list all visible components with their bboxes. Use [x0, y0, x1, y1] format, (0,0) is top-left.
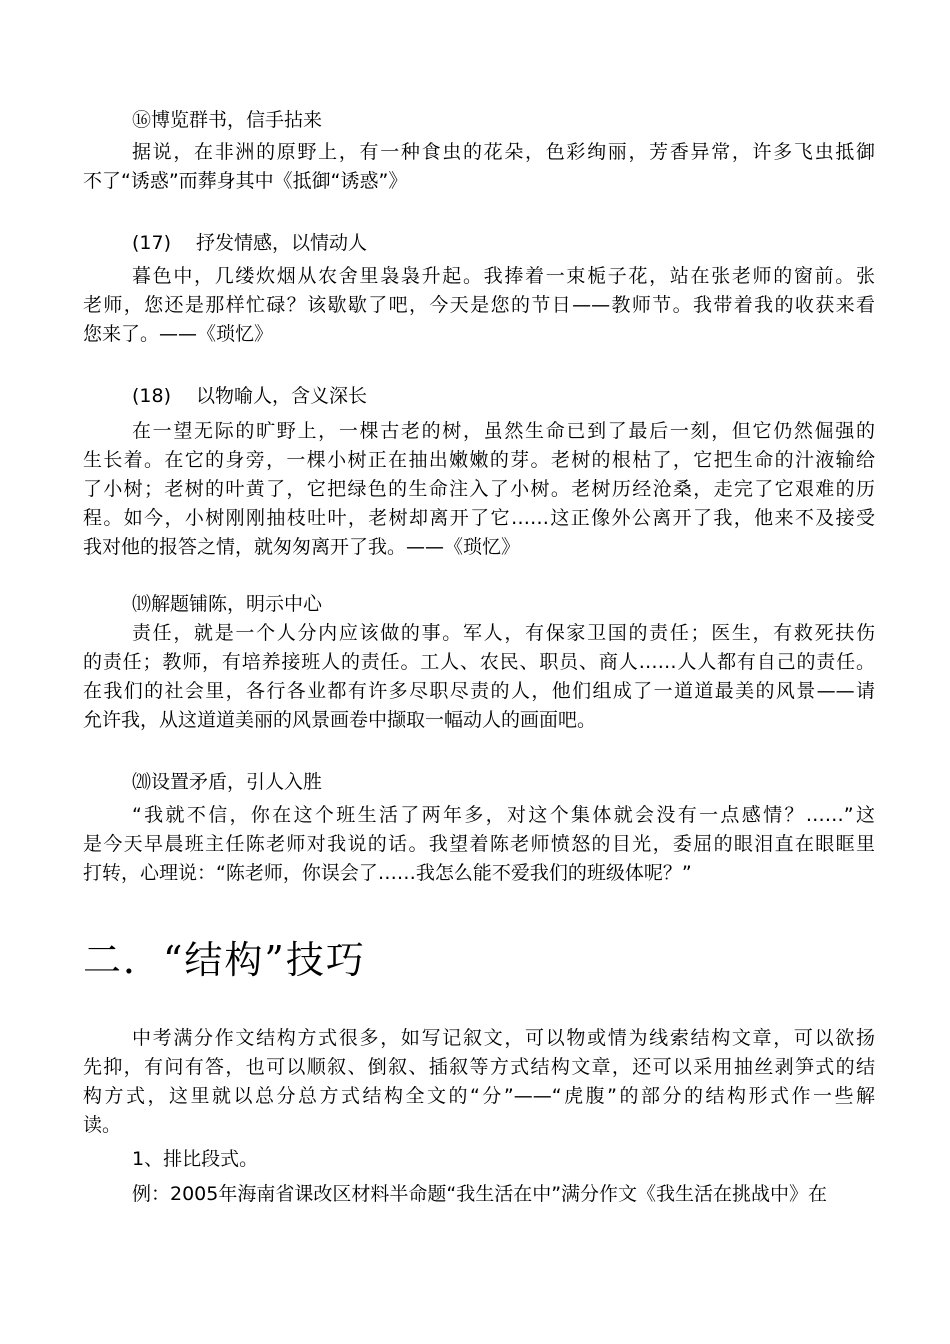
item-heading: ⒆解题铺陈，明示中心: [132, 593, 323, 615]
paragraph-line: 生长着。在它的身旁，一棵小树正在抽出嫩嫩的芽。老树的根枯了，它把生命的汁液输给: [83, 449, 875, 471]
paragraph-line: 据说，在非洲的原野上，有一种食虫的花朵，色彩绚丽，芳香异常，许多飞虫抵御: [132, 141, 875, 163]
paragraph-line: 打转，心理说：“陈老师，你误会了……我怎么能不爱我们的班级体呢？”: [83, 862, 692, 884]
paragraph-line: 构方式，这里就以总分总方式结构全文的“分”——“虎腹”的部分的结构形式作一些解: [83, 1085, 875, 1107]
sub-heading: 1、排比段式。: [132, 1148, 259, 1170]
section-title: 二．“结构”技巧: [83, 938, 366, 982]
paragraph-line: 中考满分作文结构方式很多，如写记叙文，可以物或情为线索结构文章，可以欲扬: [132, 1027, 875, 1049]
paragraph-line: 了小树；老树的叶黄了，它把绿色的生命注入了小树。老树历经沧桑，走完了它艰难的历: [83, 478, 875, 500]
paragraph-line: 您来了。——《琐忆》: [83, 323, 274, 345]
paragraph-line: 不了“诱惑”而葬身其中《抵御“诱惑”》: [83, 170, 408, 192]
example-line: 例：2005年海南省课改区材料半命题“我生活在中”满分作文《我生活在挑战中》在: [132, 1183, 828, 1205]
paragraph-line: 是今天早晨班主任陈老师对我说的话。我望着陈老师愤怒的目光，委屈的眼泪直在眼眶里: [83, 833, 875, 855]
paragraph-line: 的责任；教师，有培养接班人的责任。工人、农民、职员、商人……人人都有自己的责任。: [83, 651, 875, 673]
paragraph-line: 暮色中，几缕炊烟从农舍里袅袅升起。我捧着一束栀子花，站在张老师的窗前。张: [132, 265, 875, 287]
item-heading: ⑯博览群书，信手拈来: [132, 109, 323, 131]
paragraph-line: 先抑，有问有答，也可以顺叙、倒叙、插叙等方式结构文章，还可以采用抽丝剥笋式的结: [83, 1056, 875, 1078]
paragraph-line: 我对他的报答之情，就匆匆离开了我。——《琐忆》: [83, 536, 521, 558]
paragraph-line: 在我们的社会里，各行各业都有许多尽职尽责的人，他们组成了一道道最美的风景——请: [83, 680, 875, 702]
item-heading: ⒇设置矛盾，引人入胜: [132, 771, 323, 793]
item-heading: (17) 抒发情感，以情动人: [132, 232, 368, 254]
paragraph-line: 责任，就是一个人分内应该做的事。军人，有保家卫国的责任；医生，有救死扶伤: [132, 622, 875, 644]
paragraph-line: 读。: [83, 1114, 122, 1136]
paragraph-line: 程。如今，小树刚刚抽枝吐叶，老树却离开了它……这正像外公离开了我，他来不及接受: [83, 507, 875, 529]
paragraph-line: 允许我，从这道道美丽的风景画卷中撷取一幅动人的画面吧。: [83, 709, 597, 731]
item-heading: (18) 以物喻人，含义深长: [132, 385, 368, 407]
paragraph-line: “我就不信，你在这个班生活了两年多，对这个集体就会没有一点感情？……”这: [132, 804, 875, 826]
paragraph-line: 老师，您还是那样忙碌？该歇歇了吧，今天是您的节日——教师节。我带着我的收获来看: [83, 294, 875, 316]
paragraph-line: 在一望无际的旷野上，一棵古老的树，虽然生命已到了最后一刻，但它仍然倔强的: [132, 420, 875, 442]
